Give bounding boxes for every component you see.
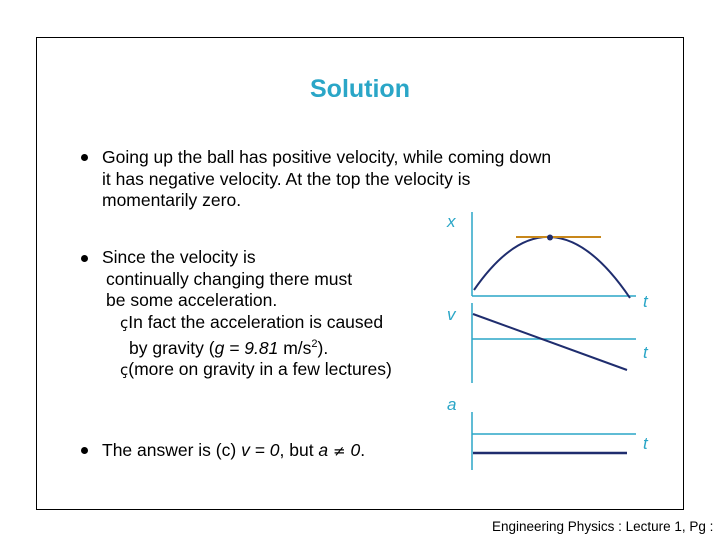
gravity-unit-exponent: 2 (311, 338, 318, 350)
x-graph-t-label: t (643, 292, 648, 311)
slide-title: Solution (310, 75, 410, 103)
bullet-1-line-3: momentarily zero. (102, 190, 242, 210)
sub-bullet-arrow-icon: ç (120, 313, 129, 332)
apex-point (547, 235, 553, 241)
gravity-text-a: by gravity ( (129, 337, 215, 358)
bullet-2-line-2: continually changing there must (106, 268, 353, 289)
answer-period: . (360, 440, 366, 460)
bullet-2-line-3: be some acceleration. (106, 290, 278, 310)
gravity-text-end: ). (317, 337, 329, 358)
v-graph-t-label: t (643, 343, 648, 362)
answer-but: , but (279, 440, 319, 460)
bullet-1-line-1: Going up the ball has positive velocity, while coming down (102, 147, 552, 167)
bullet-1-line-2: it has negative velocity. At the top the velocity is (102, 168, 471, 189)
a-axis-label: a (447, 395, 457, 414)
gravity-unit: m/s (278, 337, 312, 358)
sub-bullet-1-text: In fact the acceleration is caused (128, 311, 384, 332)
not-equal-icon: ≠ (333, 442, 346, 460)
gravity-value: g = 9.81 (214, 337, 279, 358)
position-curve (474, 237, 630, 298)
v-axis-label: v (447, 305, 456, 324)
sub-bullet-2-text: (more on gravity in a few lectures) (128, 359, 392, 380)
x-axis-label: x (447, 212, 456, 231)
answer-accel-symbol: a (318, 440, 334, 460)
velocity-line (473, 314, 627, 370)
answer-text: The answer is (c) (102, 440, 242, 460)
a-graph-t-label: t (643, 434, 648, 453)
sub-bullet-arrow-icon: ç (120, 361, 129, 380)
bullet-2-line-1: Since the velocity is (102, 247, 256, 267)
slide-footer: Engineering Physics : Lecture 1, Pg : (492, 519, 714, 534)
answer-accel-value: 0 (345, 440, 361, 460)
answer-velocity: v = 0 (241, 440, 280, 460)
